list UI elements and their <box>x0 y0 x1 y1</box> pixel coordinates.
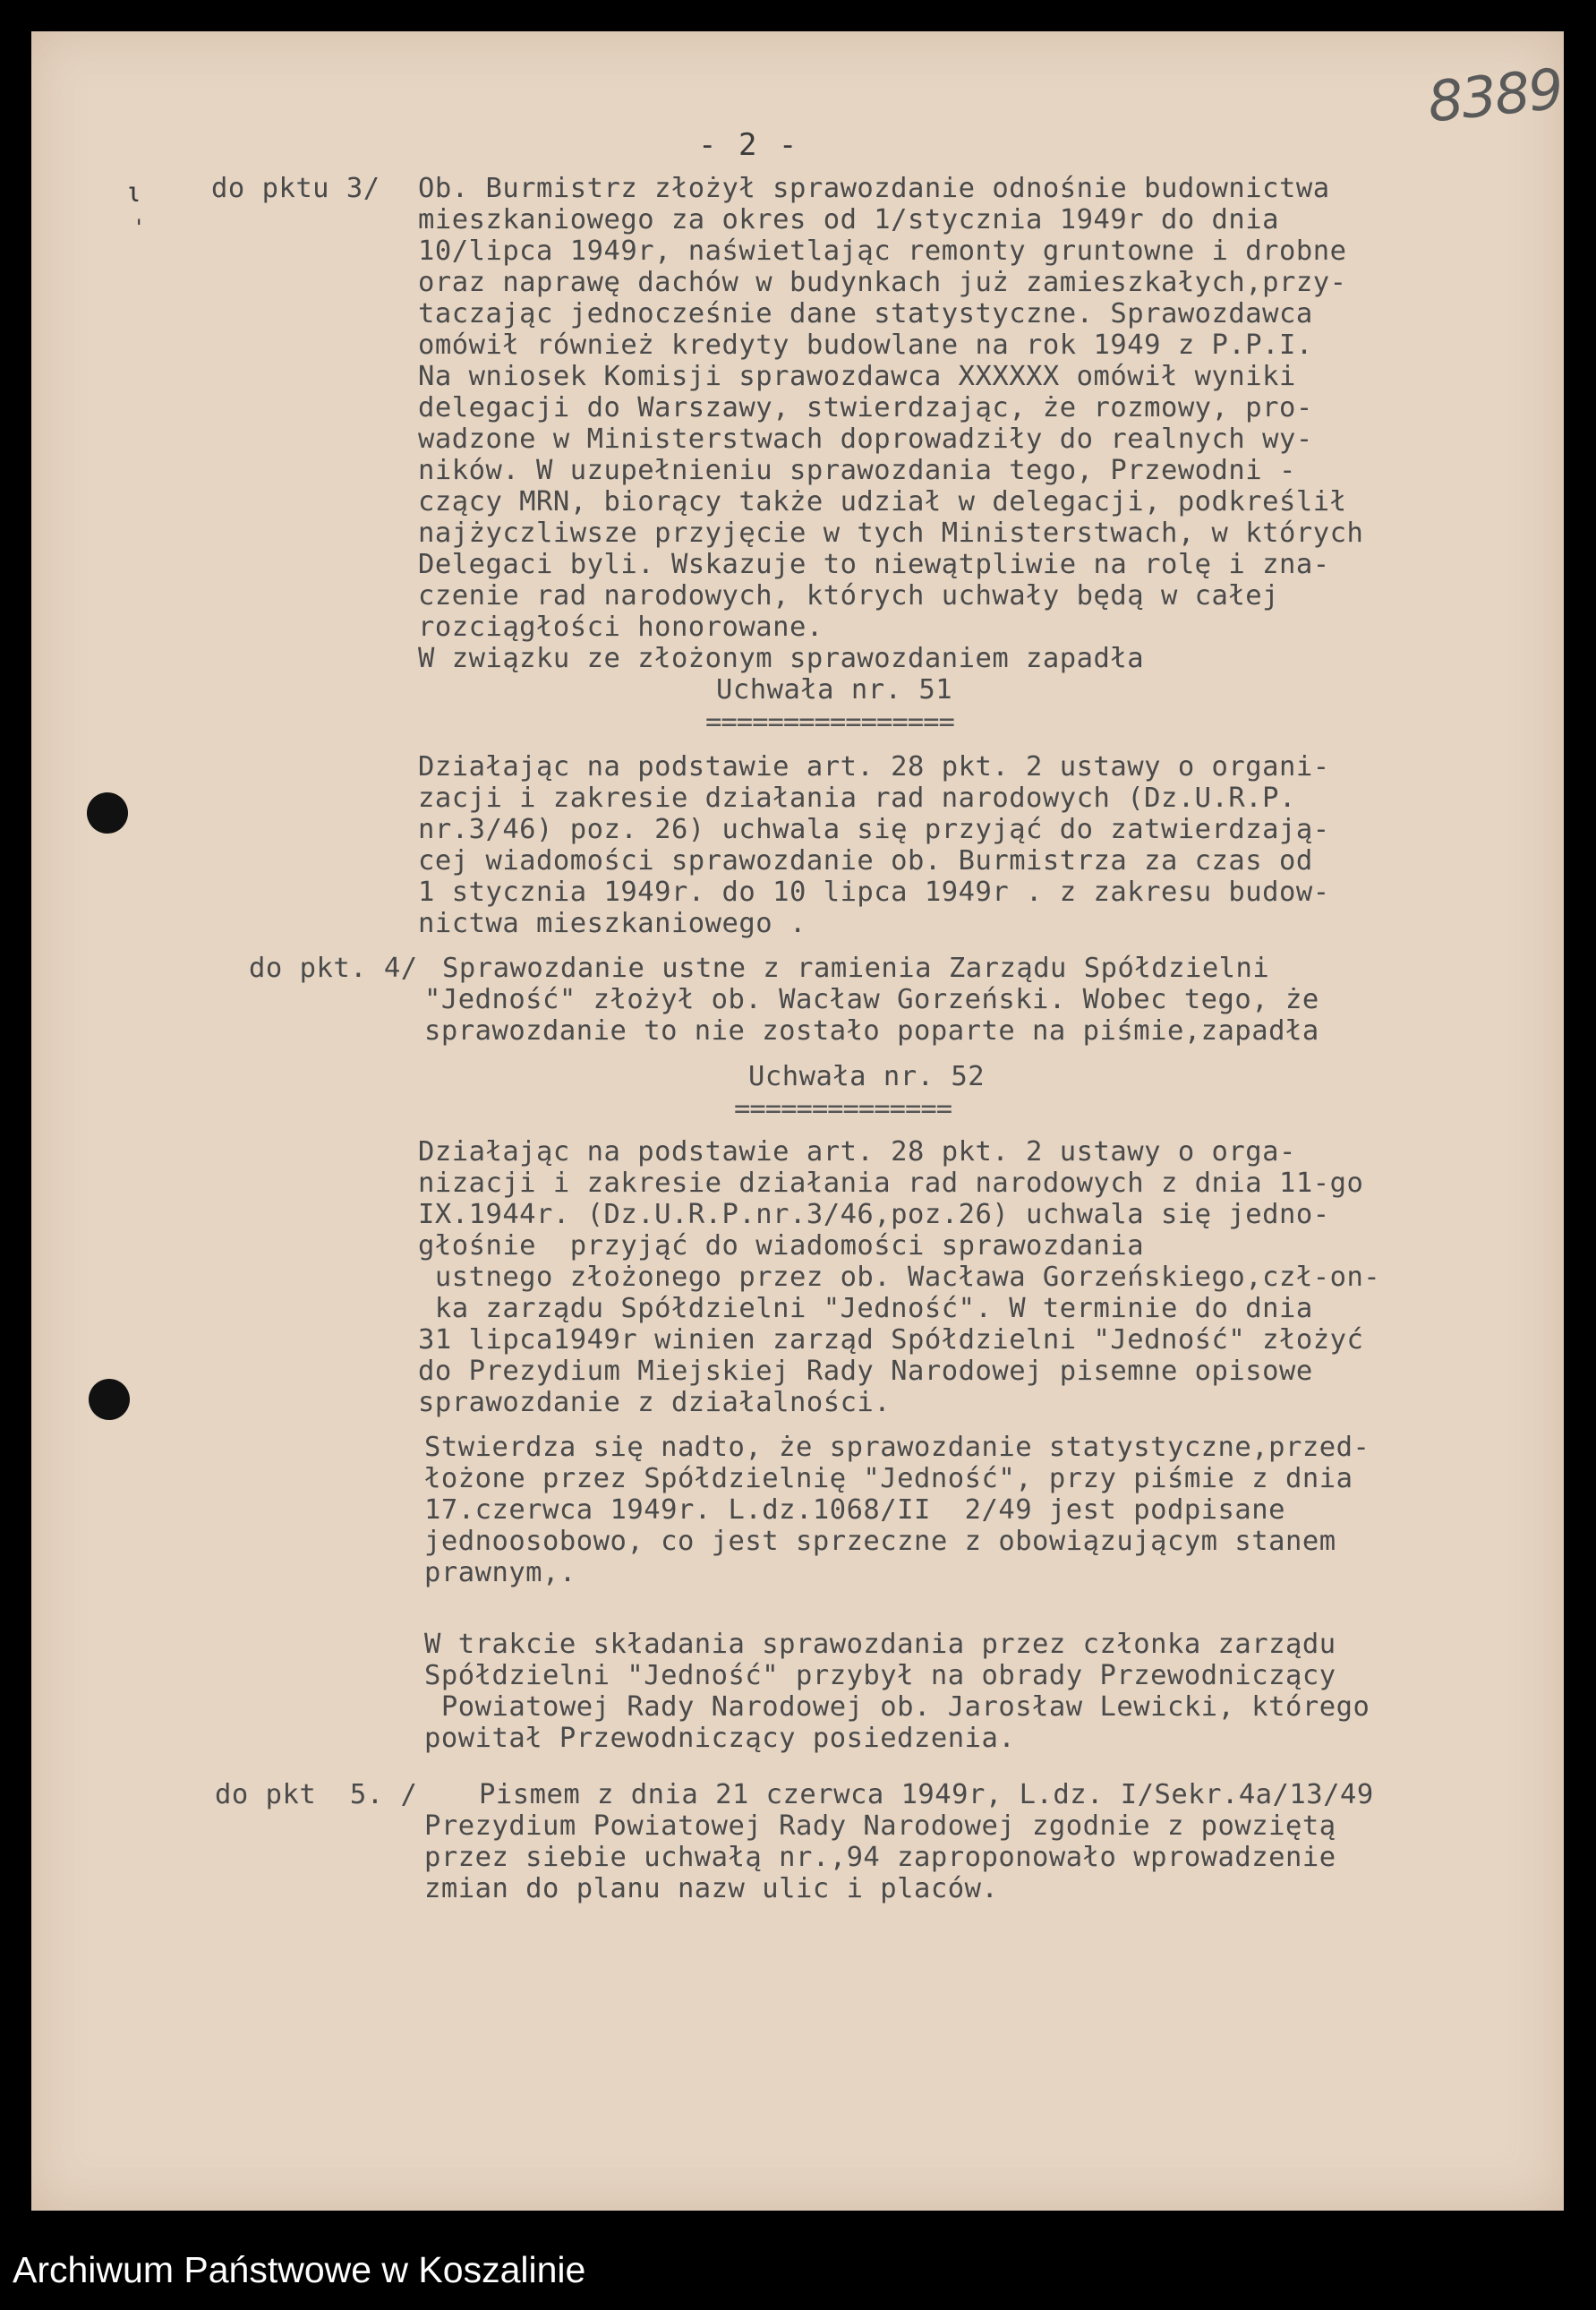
text-line: nizacji i zakresie działania rad narodowych z dnia 11-go <box>418 1168 1364 1199</box>
handwritten-folio-number: 8389 <box>1424 56 1566 135</box>
resolution-underline: ================ <box>705 706 954 738</box>
text-line: sprawozdanie z działalności. <box>418 1387 892 1418</box>
text-line: 1 stycznia 1949r. do 10 lipca 1949r . z zakresu budow- <box>418 877 1330 908</box>
text-line: taczając jednocześnie dane statystyczne. Sprawozdawca <box>418 298 1313 329</box>
section-label-pkt5: do pkt 5. / <box>215 1779 418 1810</box>
section-label-pkt3: do pktu 3/ <box>211 173 380 204</box>
text-line: Ob. Burmistrz złożył sprawozdanie odnośnie budownictwa <box>418 173 1330 204</box>
text-line: łożone przez Spółdzielnię "Jedność", przy piśmie z dnia <box>424 1463 1353 1494</box>
text-line: zacji i zakresie działania rad narodowych (Dz.U.R.P. <box>418 783 1296 814</box>
punch-hole <box>89 1379 130 1420</box>
text-line: wadzone w Ministerstwach doprowadziły do realnych wy- <box>418 424 1313 455</box>
text-line: prawnym,. <box>424 1557 576 1588</box>
text-line: "Jedność" złożył ob. Wacław Gorzeński. Wobec tego, że <box>424 984 1319 1015</box>
text-line: przez siebie uchwałą nr.,94 zaproponowało wprowadzenie <box>424 1842 1336 1873</box>
text-line: oraz naprawę dachów w budynkach już zamieszkałych,przy- <box>418 267 1347 298</box>
text-line: Spółdzielni "Jedność" przybył na obrady Przewodniczący <box>424 1660 1336 1691</box>
text-line: 17.czerwca 1949r. L.dz.1068/II 2/49 jest podpisane <box>424 1494 1285 1526</box>
text-line: do Prezydium Miejskiej Rady Narodowej pisemne opisowe <box>418 1356 1313 1387</box>
text-line: Pismem z dnia 21 czerwca 1949r, L.dz. I/Sekr.4a/13/49 <box>479 1779 1374 1810</box>
margin-mark: ' <box>132 215 146 240</box>
margin-mark: ι <box>125 177 142 209</box>
text-line: rozciągłości honorowane. <box>418 612 824 643</box>
text-line: nictwa mieszkaniowego . <box>418 908 807 939</box>
text-line: ustnego złożonego przez ob. Wacława Gorzeńskiego,czł-on- <box>418 1262 1381 1293</box>
text-line: Prezydium Powiatowej Rady Narodowej zgodnie z powziętą <box>424 1810 1336 1842</box>
text-line: czenie rad narodowych, których uchwały będą w całej <box>418 580 1279 612</box>
text-line: głośnie przyjąć do wiadomości sprawozdania <box>418 1230 1145 1262</box>
text-line: W związku ze złożonym sprawozdaniem zapadła <box>418 643 1145 674</box>
text-line: delegacji do Warszawy, stwierdzając, że rozmowy, pro- <box>418 392 1313 424</box>
text-line: jednoosobowo, co jest sprzeczne z obowiązującym stanem <box>424 1526 1336 1557</box>
text-line: IX.1944r. (Dz.U.R.P.nr.3/46,poz.26) uchwala się jedno- <box>418 1199 1330 1230</box>
text-line: zmian do planu nazw ulic i placów. <box>424 1873 999 1904</box>
resolution-title: Uchwała nr. 52 <box>748 1061 986 1092</box>
section-label-pkt4: do pkt. 4/ <box>249 953 418 984</box>
archive-name: Archiwum Państwowe w Koszalinie <box>13 2249 586 2290</box>
resolution-title: Uchwała nr. 51 <box>716 674 953 706</box>
text-line: Działając na podstawie art. 28 pkt. 2 ustawy o orga- <box>418 1136 1296 1168</box>
text-line: Delegaci byli. Wskazuje to niewątpliwie na rolę i zna- <box>418 549 1330 580</box>
resolution-underline: ============== <box>734 1093 952 1125</box>
text-line: ka zarządu Spółdzielni "Jedność". W terminie do dnia <box>418 1293 1313 1324</box>
text-line: 31 lipca1949r winien zarząd Spółdzielni "Jedność" złożyć <box>418 1324 1364 1356</box>
text-line: Sprawozdanie ustne z ramienia Zarządu Spółdzielni <box>442 953 1270 984</box>
text-line: Na wniosek Komisji sprawozdawca XXXXXX omówił wyniki <box>418 361 1296 392</box>
text-line: cej wiadomości sprawozdanie ob. Burmistrza za czas od <box>418 845 1313 877</box>
text-line: Powiatowej Rady Narodowej ob. Jarosław Lewicki, którego <box>424 1691 1370 1723</box>
text-line: powitał Przewodniczący posiedzenia. <box>424 1723 1016 1754</box>
punch-hole <box>87 792 128 834</box>
text-line: omówił również kredyty budowlane na rok 1949 z P.P.I. <box>418 329 1313 361</box>
text-line: ników. W uzupełnieniu sprawozdania tego, Przewodni - <box>418 455 1296 486</box>
text-line: najżyczliwsze przyjęcie w tych Ministerstwach, w których <box>418 518 1364 549</box>
text-line: Działając na podstawie art. 28 pkt. 2 ustawy o organi- <box>418 751 1330 783</box>
text-line: 10/lipca 1949r, naświetlając remonty gruntowne i drobne <box>418 235 1347 267</box>
text-line: W trakcie składania sprawozdania przez członka zarządu <box>424 1629 1336 1660</box>
text-line: czący MRN, biorący także udział w delegacji, podkreślił <box>418 486 1347 518</box>
page-number: - 2 - <box>698 127 799 163</box>
text-line: sprawozdanie to nie zostało poparte na piśmie,zapadła <box>424 1015 1319 1047</box>
text-line: Stwierdza się nadto, że sprawozdanie statystyczne,przed- <box>424 1432 1370 1463</box>
text-line: mieszkaniowego za okres od 1/stycznia 1949r do dnia <box>418 204 1279 235</box>
text-line: nr.3/46) poz. 26) uchwala się przyjąć do zatwierdzają- <box>418 814 1330 845</box>
